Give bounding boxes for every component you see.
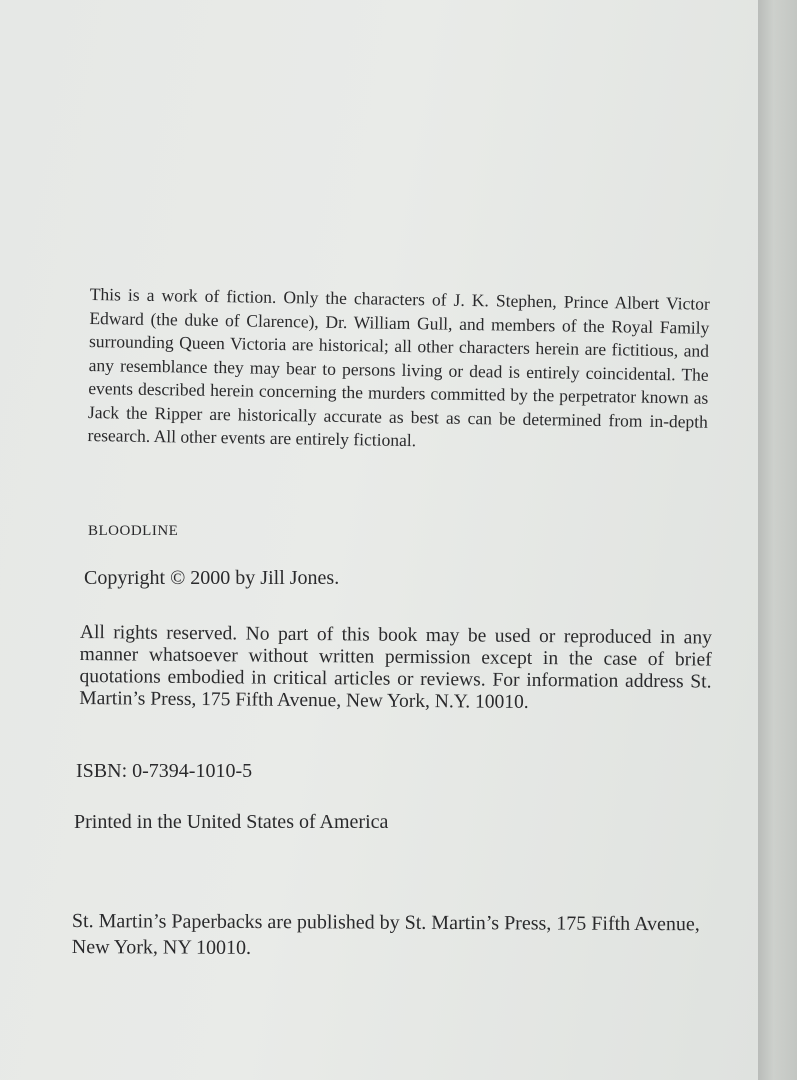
fiction-disclaimer: This is a work of fiction. Only the characters of J. K. Stephen, Prince Albert Victor Edward (the duke of Clarence), Dr. William Gull, and members of the Royal Family surrounding Queen Victoria are historical; all other characters herein are fictitious, and any resemblance they may bear to persons living or dead is entirely coincidental. The events described herein concerning the murders committed by the perpetrator known as Jack the Ripper are historically accurate as best as can be determined from in-depth research. All other events are entirely fictional. [87, 283, 710, 451]
copyright-line: Copyright © 2000 by Jill Jones. [84, 567, 340, 589]
publisher-imprint-note: St. Martin’s Paperbacks are published by St. Martin’s Press, 175 Fifth Avenue, New York, NY 10010. [71, 910, 700, 959]
rights-reserved-notice: All rights reserved. No part of this book may be used or reproduced in any manner whatsoever without written permission except in the case of brief quotations embodied in critical articles or reviews. For information address St. Martin’s Press, 175 Fifth Avenue, New York, N.Y. 10010. [79, 622, 712, 713]
page-edge [758, 0, 797, 1080]
book-title-label: BLOODLINE [88, 523, 179, 539]
isbn-line: ISBN: 0-7394-1010-5 [76, 760, 253, 782]
printed-in-line: Printed in the United States of America [74, 811, 389, 833]
